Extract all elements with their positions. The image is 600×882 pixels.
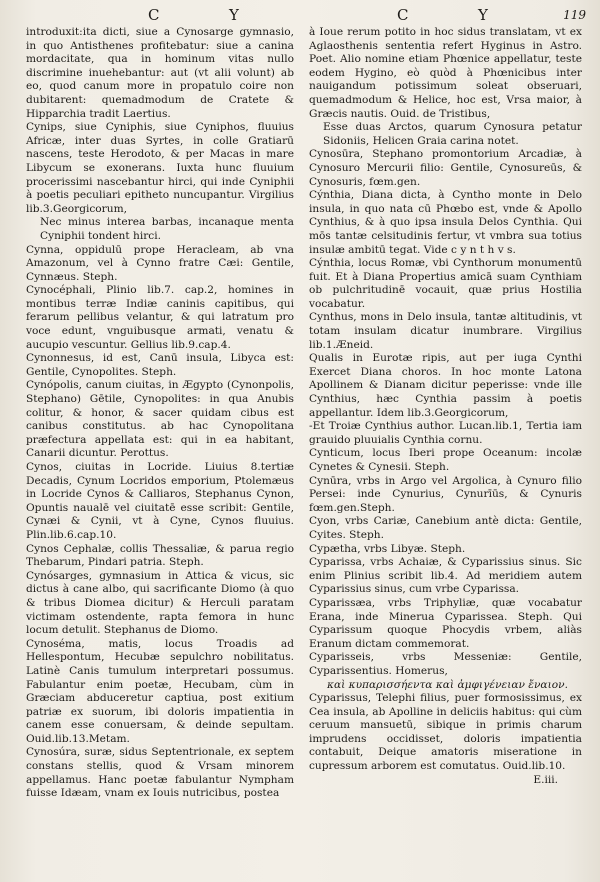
entry-text: Cyparissa, vrbs Achaiæ, & Cyparissius sinus. Sic enim Plinius scribit lib.4. Ad meridiem autem Cyparissius sinus, cum vrbe Cyparissa. bbox=[309, 556, 582, 596]
signature-mark: E.iii. bbox=[533, 773, 558, 786]
entry-text: Nec minus interea barbas, incanaque menta Cyniphii tondent hirci. bbox=[40, 216, 294, 242]
entry-text: Cynoséma, matis, locus Troadis ad Hellespontum, Hecubæ sepulchro nobilitatus. Latinè Canis tumulum interpretari possumus. Fabulantur enim poetæ, Hecubam, cùm in Græciam abduceretur captiua, post exitium patriæ ex suorum, ibi doloris impatientia in canem esse conuersam, & deinde sepultam. Ouid.lib.13.Metam. bbox=[26, 637, 294, 745]
entry-text: Cyon, vrbs Cariæ, Canebium antè dicta: Gentile, Cyites. Steph. bbox=[309, 515, 582, 541]
entry-text: Cynthus, mons in Delo insula, tantæ altitudinis, vt totam insulam dicatur inumbrare. Virgilius lib.1.Æneid. bbox=[309, 311, 582, 351]
header-letter-right-1: C bbox=[397, 6, 410, 24]
greek-quotation: καὶ κυπαρισσήεντα καὶ ἀμφιγένειαν ἔναιον. bbox=[327, 678, 568, 691]
entry-text: Cynósarges, gymnasium in Attica & vicus, sic dictus à cane albo, qui sacrificante Diomo (à quo & tribus Diomea dicitur) & Herculi paratam victimam ostendente, rapta femora in hunc locum detulit. Stephanus de Diomo. bbox=[26, 569, 294, 637]
entry-text: Cynosúra, suræ, sidus Septentrionale, ex septem constans stellis, quod & Vrsam minorem appellamus. Hanc poetæ fabulantur Nympham fuisse Idæam, vnam ex Iouis nutricibus, postea bbox=[26, 746, 294, 800]
entry-text: Cynūra, vrbs in Argo vel Argolica, à Cynuro filio Persei: inde Cynurius, Cynurīūs, & Cynuris fœm.gen.Steph. bbox=[309, 474, 582, 514]
header-letter-left-1: C bbox=[148, 6, 161, 24]
entry-text: -Et Troiæ Cynthius author. Lucan.lib.1, Tertia iam grauido pluuialis Cynthia cornu. bbox=[309, 420, 582, 446]
page-number: 119 bbox=[563, 8, 586, 22]
entry-text: Cypætha, vrbs Libyæ. Steph. bbox=[309, 542, 466, 555]
entry-text: Cynips, siue Cyniphis, siue Cyniphos, fluuius Africæ, inter duas Syrtes, in colle Gratiarū nascens, teste Herodoto, & per Macas in mare Libycum se exonerans. Iuxta hunc fluuium procerissimi nascebantur hirci, qui inde Cyniphii à poetis peculiari epitheto nuncupantur. Virgilius lib.3.Georgicorum, bbox=[26, 121, 294, 215]
entry-text: Cynosūra, Stephano promontorium Arcadiæ, à Cynosuro Mercurii filio: Gentile, Cynosureūs, & Cynosuris, fœm.gen. bbox=[309, 148, 582, 188]
entry-text: Cýnthia, Diana dicta, à Cyntho monte in Delo insula, in quo nata cū Phœbo est, vnde & Apollo Cynthius, & à quo ipsa insula Delos Cynthia. Qui mōs tantæ celsitudinis fertur, vt vmbra sua totius insulæ ambitū tegat. Vide c y n t h v s. bbox=[309, 189, 582, 256]
entry-text: Qualis in Eurotæ ripis, aut per iuga Cynthi Exercet Diana choros. In hoc monte Latona Apollinem & Dianam dicitur peperisse: vnde ille Cynthius, hæc Cynthia passim à poetis appellantur. Idem lib.3.Georgicorum, bbox=[309, 352, 582, 419]
entry-text: Cyparissus, Telephi filius, puer formosissimus, ex Cea insula, ab Apolline in deliciis habitus: qui cùm ceruum mansuetū, sibique in primis charum imprudens occidisset, doloris impatientia contabuit, Deique amatoris miseratione in cupressum arborem est comutatus. Ouid.lib.10. bbox=[309, 692, 582, 773]
entry-text: Cynos Cephalæ, collis Thessaliæ, & parua regio Thebarum, Pindari patria. Steph. bbox=[26, 542, 294, 569]
entry-text: introduxit:ita dicti, siue a Cynosarge gymnasio, in quo Antisthenes profitebatur: siue a canina mordacitate, qua in hominum vitas nullo discrimine inuehebantur: aut (vt alii volunt) ab eo, quod canum more in propatulo coire non dubitarent: quemadmodum de Cratete & Hipparchia tradit Laertius. bbox=[26, 26, 294, 120]
entry-text: Cyparissæa, vrbs Triphyliæ, quæ vocabatur Erana, inde Minerua Cyparissea. Steph. Qui Cyparissum quoque Phocydis vrbem, aliàs Eranum dictam commemorat. bbox=[309, 596, 582, 650]
entry-text: Cyparisseis, vrbs Messeniæ: Gentile, Cyparissentius. Homerus, bbox=[309, 651, 582, 677]
entry-text: à Ioue rerum potito in hoc sidus translatam, vt ex Aglaosthenis sententia refert Hyginus in Astro. Poet. Alio nomine etiam Phœnice appellatur, teste eodem Hygino, eò quòd à Phœnicibus inter nauigandum potissimum soleat obseruari, quemadmodum & Helice, hoc est, Vrsa maior, à Græcis nautis. Ouid. de Tristibus, bbox=[309, 26, 582, 120]
entry-text: Cynópolis, canum ciuitas, in Ægypto (Cynonpolis, Stephano) Gētile, Cynopolites: in qua Anubis colitur, & honor, & sacer quidam cibus est canibus constitutus. ab hac Cynopolitana præfectura appellata est: qui in ea habitant, Canarii dicuntur. Perottus. bbox=[26, 379, 294, 460]
entry-text: Cýnthia, locus Romæ, vbi Cynthorum monumentū fuit. Et à Diana Propertius amicā suam Cynthiam ob pulchritudinē vocauit, quæ prius Hostilia vocabatur. bbox=[309, 257, 582, 310]
entry-text: Cynonnesus, id est, Canū insula, Libyca est: Gentile, Cynopolites. Steph. bbox=[26, 352, 294, 378]
header-letter-left-2: Y bbox=[229, 6, 240, 24]
running-header bbox=[0, 6, 600, 26]
left-column bbox=[26, 26, 294, 801]
entry-text: Esse duas Arctos, quarum Cynosura petatur Sidoniis, Helicen Graia carina notet. bbox=[323, 121, 582, 147]
header-letter-right-2: Y bbox=[478, 6, 489, 24]
entry-text: Cynocéphali, Plinio lib.7. cap.2, homines in montibus terræ Indiæ caninis capitibus, qui ferarum pellibus velantur, & qui latratum pro voce edunt, vnguibusque armati, venatu & aucupio vescuntur. Gellius lib.9.cap.4. bbox=[26, 284, 294, 351]
right-column bbox=[309, 26, 582, 787]
entry-text: Cynos, ciuitas in Locride. Liuius 8.tertiæ Decadis, Cynum Locridos emporium, Ptolemæus in Locride Cynos & Calliaros, Stephanus Cynon, Opuntis naualē vel ciuitatē esse scribit: Gentile, Cynæi & Cynii, vt à Cyne, Cynos fluuius. Plin.lib.6.cap.10. bbox=[26, 461, 294, 541]
entry-text: Cynticum, locus Iberi prope Oceanum: incolæ Cynetes & Cynesii. Steph. bbox=[309, 447, 582, 473]
entry-text: Cynna, oppidulū prope Heracleam, ab vna Amazonum, vel à Cynno fratre Cæi: Gentile, Cynnæus. Steph. bbox=[26, 243, 294, 283]
